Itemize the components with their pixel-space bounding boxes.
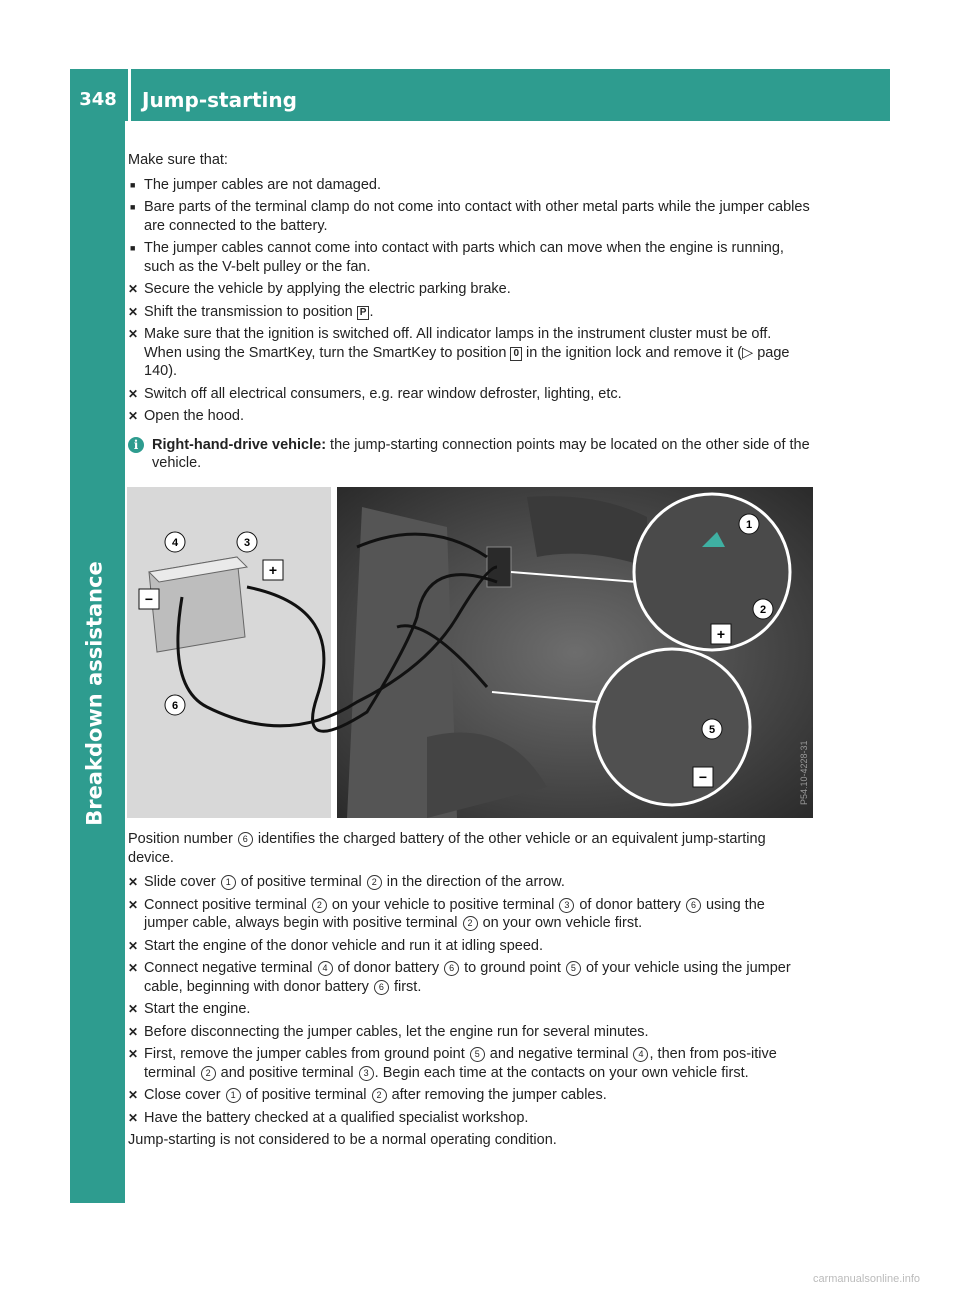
step-marker-icon: ✕ [128, 1047, 139, 1061]
procedure-step: ✕ Have the battery checked at a qualified specialist workshop. [128, 1109, 529, 1126]
step-marker-icon: ✕ [128, 1024, 139, 1039]
procedure-step: ✕ Start the engine. [128, 1001, 251, 1017]
step-marker-icon: ✕ [128, 409, 139, 423]
figure-code: P54.10-4228-31 [799, 740, 809, 805]
closing-text: Jump-starting is not considered to be a normal operating condition. [128, 1132, 557, 1148]
step-item: ✕ Shift the transmission to position P . [128, 303, 374, 320]
chapter-label: Breakdown assistance [82, 561, 107, 826]
section-title: Jump-starting [142, 88, 297, 112]
page-number: 348 [79, 89, 117, 110]
step-marker-icon: ✕ [128, 938, 139, 953]
caption-block [128, 830, 812, 1156]
callout-5-label: 5 [708, 724, 716, 736]
main-content [128, 151, 812, 487]
step-item: ✕ Switch off all electrical consumers, e.g. rear window defroster, lighting, etc. [128, 385, 622, 402]
step-marker-icon: ✕ [128, 875, 139, 889]
step-item: ✕ Make sure that the ignition is switched off. All indicator lamps in the instrument cluster must be off. When using the SmartKey, turn the SmartKey to position 0 in the ignition lock and remove it (▷ page 140). [128, 326, 790, 379]
illustration-svg [127, 487, 813, 818]
step-marker-icon: ✕ [128, 304, 139, 319]
step-marker-icon: ✕ [128, 961, 139, 975]
check-item: ■ The jumper cables cannot come into contact with parts which can move when the engine is running, such as the V-belt pulley or the fan. [128, 239, 812, 276]
jump-start-illustration [127, 487, 813, 818]
procedure-step: ✕ Close cover 1 of positive terminal 2 after removing the jumper cables. [128, 1087, 607, 1103]
callout-4-label: 4 [171, 537, 179, 549]
watermark: carmanualsonline.info [812, 1273, 920, 1285]
step-marker-icon: ✕ [128, 386, 139, 401]
intro-text: Make sure that: [128, 152, 228, 168]
callout-6-label: 6 [171, 700, 179, 712]
page-reference-arrow-icon: ▷ [742, 344, 754, 361]
minus-symbol-detail: − [698, 769, 708, 785]
header-divider [128, 69, 131, 121]
plus-symbol: + [268, 562, 278, 578]
step-item: ✕ Open the hood. [128, 408, 244, 424]
step-marker-icon: ✕ [128, 1002, 139, 1016]
info-icon: i [128, 437, 144, 453]
key-position-symbol: 0 [510, 347, 522, 361]
step-item: ✕ Secure the vehicle by applying the electric parking brake. [128, 281, 511, 297]
chapter-sidebar [70, 121, 125, 1203]
note-text: the jump-starting connection points may be located on the other side of the vehicle. [152, 436, 810, 471]
check-item: ■ Bare parts of the terminal clamp do not come into contact with other metal parts while the jumper cables are connected to the battery. [128, 198, 812, 235]
figure-caption: Position number 6 identifies the charged battery of the other vehicle or an equivalent jump-starting device. [128, 831, 766, 866]
panel-divider [331, 487, 337, 818]
procedure-step: ✕ First, remove the jumper cables from ground point 5 and negative terminal 4 , then from pos-itive terminal 2 and positive terminal 3 . Begin each time at the contacts on your own vehicle first. [128, 1046, 777, 1081]
step-marker-icon: ✕ [128, 1110, 139, 1125]
procedure-step: ✕ Before disconnecting the jumper cables, let the engine run for several minutes. [128, 1023, 649, 1040]
minus-symbol: − [144, 591, 154, 607]
plus-symbol-detail: + [716, 626, 726, 642]
check-item: ■ The jumper cables are not damaged. [128, 176, 812, 195]
procedure-step: ✕ Slide cover 1 of positive terminal 2 in the direction of the arrow. [128, 874, 565, 890]
gear-position-symbol: P [357, 306, 370, 320]
callout-2-label: 2 [759, 604, 767, 616]
page-reference-link[interactable]: page 140). [144, 344, 790, 379]
callout-3-label: 3 [243, 537, 251, 549]
step-marker-icon: ✕ [128, 282, 139, 296]
note-title: Right-hand-drive vehicle: [152, 436, 327, 453]
info-note [128, 436, 812, 473]
donor-battery-panel [127, 487, 331, 818]
step-marker-icon: ✕ [128, 897, 139, 912]
procedure-step: ✕ Start the engine of the donor vehicle and run it at idling speed. [128, 937, 544, 954]
page-header [70, 69, 890, 121]
callout-1-label: 1 [745, 519, 753, 531]
step-marker-icon: ✕ [128, 327, 139, 341]
step-marker-icon: ✕ [128, 1088, 139, 1102]
ground-point-detail [594, 649, 750, 805]
procedure-step: ✕ Connect positive terminal 2 on your vehicle to positive terminal 3 of donor battery 6 using the jumper cable, always begin with positive terminal 2 on your own vehicle first. [128, 896, 765, 931]
procedure-step: ✕ Connect negative terminal 4 of donor battery 6 to ground point 5 of your vehicle using the jumper cable, beginning with donor battery 6 first. [128, 960, 791, 995]
